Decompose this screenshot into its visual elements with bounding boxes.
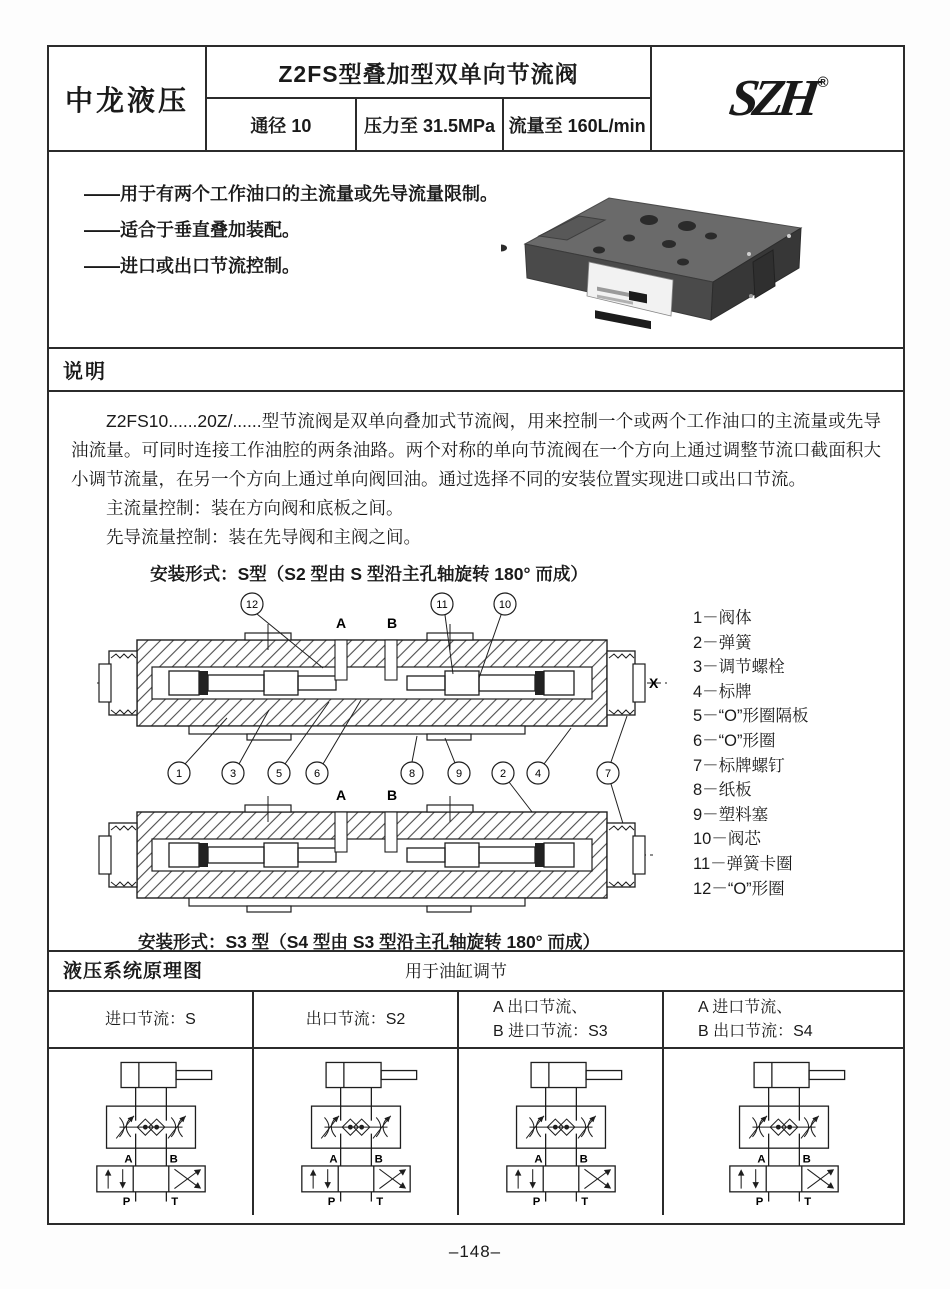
circuit-s3 [457,1049,662,1215]
part-item: 9－塑料塞 [693,805,769,824]
parts-list [693,606,809,920]
svg-text:3: 3 [229,768,237,780]
port-b-label: B [387,787,398,803]
svg-text:9: 9 [455,768,463,780]
feature-list [84,176,498,284]
circuit-s [49,1049,252,1215]
port-b-label: B [579,1153,588,1166]
svg-text:6: 6 [313,768,321,780]
spec-flow: 流量至 160L/min [502,99,650,150]
feature-item: ——用于有两个工作油口的主流量或先导流量限制。 [84,184,498,204]
pilot-flow-control-line: 先导流量控制：装在先导阀和主阀之间。 [106,527,421,547]
brand-name: 中龙液压 [49,47,207,150]
spec-diameter: 通径 10 [250,115,312,136]
port-t-label: T [803,1195,811,1208]
features-section [49,152,903,349]
port-a-label: A [533,1153,542,1166]
port-p-label: P [327,1195,335,1208]
part-item: 5－“O”形圈隔板 [693,707,809,726]
schematic-subtitle: 用于油缸调节 [405,962,507,981]
circuit-s4 [662,1049,903,1215]
feature-item: ——适合于垂直叠加装配。 [84,220,300,240]
main-flow-control-line: 主流量控制：装在方向阀和底板之间。 [106,498,404,518]
hydraulic-circuit [704,1056,864,1208]
port-p-label: P [532,1195,540,1208]
part-item: 8－纸板 [693,781,752,800]
part-item: 10－阀芯 [693,830,761,849]
part-item: 3－调节螺栓 [693,658,785,677]
part-item: 12－“O”形圈 [693,879,785,898]
svg-text:12: 12 [245,599,259,611]
hydraulic-circuit [481,1056,641,1208]
column-header-s4: A 进口节流、 B 出口节流：S4 [662,992,903,1047]
port-a-label: A [328,1153,337,1166]
section-s3-type [99,787,657,912]
header-table [49,47,903,152]
section-mark-right: X [649,675,659,691]
schematic-section-header [49,952,903,992]
svg-text:1: 1 [175,768,183,780]
part-item: 4－标牌 [693,682,752,701]
port-b-label: B [802,1153,811,1166]
port-t-label: T [580,1195,588,1208]
svg-text:5: 5 [275,768,283,780]
page-title: Z2FS型叠加型双单向节流阀 [207,47,650,99]
product-photo [501,170,819,332]
header-middle [207,47,652,150]
part-item: 2－弹簧 [693,633,752,652]
page-number: –148– [448,1242,502,1261]
hydraulic-circuit [276,1056,436,1208]
port-b-label: B [387,615,398,631]
brand-logo [652,47,903,150]
port-a-label: A [123,1153,132,1166]
valve-section-drawing [97,588,667,920]
spec-row [207,99,650,150]
svg-text:2: 2 [499,768,507,780]
description-heading: 说明 [49,349,903,392]
svg-text:8: 8 [408,768,416,780]
column-header-s3: A 出口节流、 B 进口节流：S3 [457,992,662,1047]
port-b-label: B [374,1153,383,1166]
circuit-s2 [252,1049,457,1215]
spec-pressure: 压力至 31.5MPa [355,99,503,150]
schematic-diagram-row [49,1049,903,1215]
description-paragraph: Z2FS10......20Z/......型节流阀是双单向叠加式节流阀，用来控制一个或两个工作油口的主流量或先导油流量。可同时连接工作油腔的两条油路。两个对称的单向节流阀在一个方向上通过调整节流口截面积大小调节流量，在另一个方向上通过单向阀回油。通过选择不同的安装位置实现进口或出口节流。 [71,411,881,489]
part-item: 6－“O”形圈 [693,731,776,750]
svg-text:7: 7 [604,768,612,780]
registered-mark: ® [817,74,829,91]
datasheet-page [47,45,905,1225]
port-b-label: B [169,1153,178,1166]
figure-label-s-type: 安装形式：S型（S2 型由 S 型沿主孔轴旋转 180° 而成） [150,564,588,584]
figure-label-s3-type: 安装形式：S3 型（S4 型由 S3 型沿主孔轴旋转 180° 而成） [137,932,601,952]
feature-item: ——进口或出口节流控制。 [84,256,300,276]
part-item: 11－弹簧卡圈 [693,854,793,873]
section-s-type [97,593,667,740]
hydraulic-circuit [71,1056,231,1208]
port-t-label: T [170,1195,178,1208]
port-p-label: P [122,1195,130,1208]
column-header-s: 进口节流：S [105,1010,196,1028]
port-t-label: T [375,1195,383,1208]
svg-text:4: 4 [534,768,542,780]
part-item: 1－阀体 [693,609,752,627]
svg-text:10: 10 [498,599,512,611]
port-a-label: A [336,615,347,631]
part-item: 7－标牌螺钉 [693,756,785,775]
svg-text:11: 11 [436,599,448,611]
schematic-header-row [49,992,903,1049]
port-a-label: A [756,1153,765,1166]
port-a-label: A [336,787,347,803]
port-p-label: P [755,1195,763,1208]
column-header-s2: 出口节流：S2 [252,992,457,1047]
logo-text: SZH [726,69,818,127]
description-body [49,392,903,952]
schematic-title: 液压系统原理图 [63,961,204,982]
